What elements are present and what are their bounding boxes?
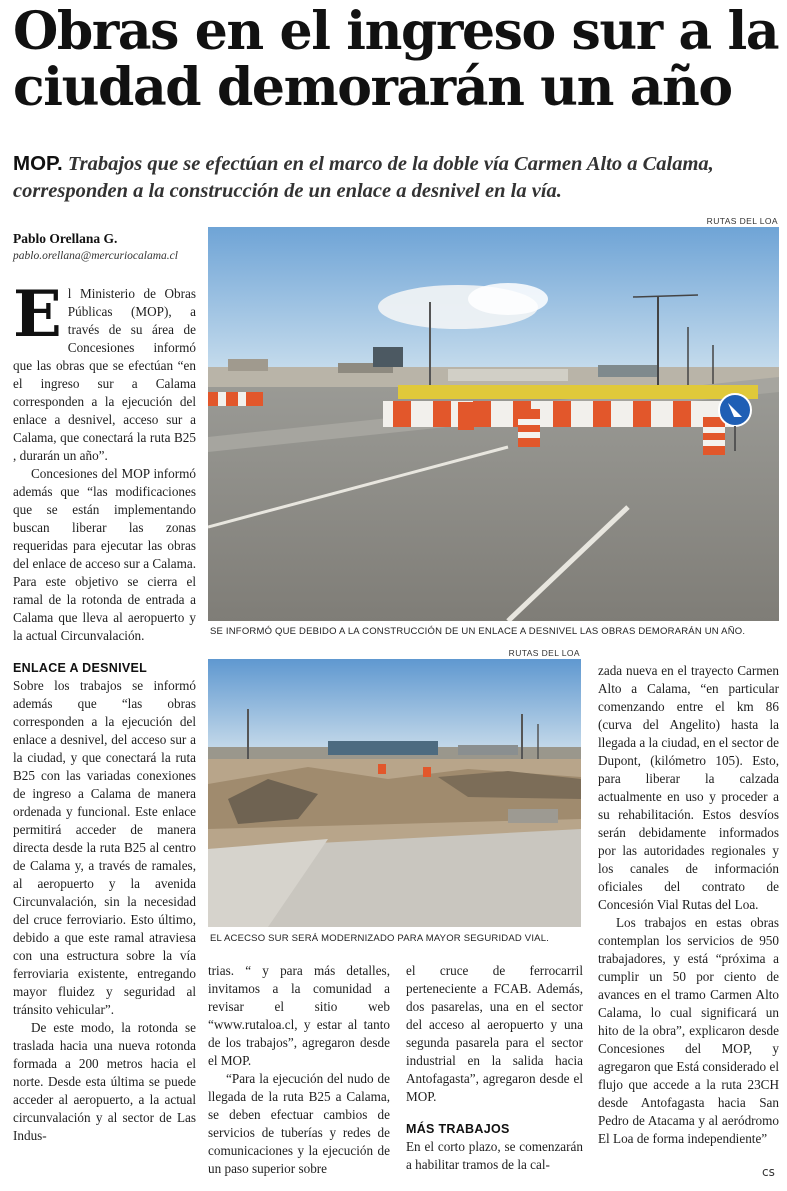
- paragraph-rotonda: De este modo, la rotonda se traslada hacia una nueva rotonda formada a 200 metros hacia el norte. Desde esta última se puede acceder al aeropuerto, a la actual circunvalación y al sector de Las Indus-: [13, 1020, 196, 1143]
- photo-credit-2: RUTAS DEL LOA: [508, 648, 580, 658]
- paragraph-concesiones: Concesiones del MOP informó además que “las modificaciones que se están implementando buscan liberar las zonas requeridas para ejecutar las obras del enlace de acceso sur a Calama. Para este objetivo se cierra el ramal de la rotonda de entrada a Calama que lleva al aeropuerto y la actual Circunvalación.: [13, 466, 196, 643]
- paragraph-intro: l Ministerio de Obras Públicas (MOP), a través de su área de Concesiones informó que las obras que se efectúan “en el ingreso sur a Calama corresponden a la ejecución del enlace a desnivel, acceso sur a Calama, que conectará la ruta B25 , durarán un año”.: [13, 286, 196, 463]
- paragraph-ferrocarril: el cruce de ferrocarril perteneciente a FCAB. Además, dos pasarelas, una en el sector del acceso al aeropuerto y una segunda pasarela para el sector industrial en la salida hacia Antofagasta”, agregaron desde el MOP.: [406, 963, 583, 1104]
- deck-kicker: MOP.: [13, 152, 63, 175]
- drop-cap: E: [13, 277, 62, 352]
- column-4: [598, 662, 779, 1148]
- photo-south-access-image: [208, 659, 581, 927]
- photo-road-works-image: [208, 227, 779, 621]
- photo-credit-1: RUTAS DEL LOA: [706, 216, 778, 226]
- paragraph-calzada: zada nueva en el trayecto Carmen Alto a Calama, “en particular comenzando entre el km 86 (curva del Angelito) hasta la llegada a la ciudad, en el sector de Dupont, (kilómetro 105). Esto, para liberar la calzada actualmente en uso y proceder a su rehabilitación. Estos desvíos serán debidamente informados por las autoridades regionales y los canales de información oficiales del contrato de Concesión Vial Rutas del Loa.: [598, 663, 779, 912]
- author-email: pablo.orellana@mercuriocalama.cl: [13, 250, 178, 262]
- paragraph-corto-plazo: En el corto plazo, se comenzarán a habilitar tramos de la cal-: [406, 1139, 583, 1172]
- subhead-mas-trabajos: MÁS TRABAJOS: [406, 1122, 510, 1136]
- photo-caption-2: EL ACECSO SUR SERÁ MODERNIZADO PARA MAYOR SEGURIDAD VIAL.: [210, 933, 550, 944]
- paragraph-trabajadores: Los trabajos en estas obras contemplan los servicios de 950 trabajadores, y está “próxima a cumplir un 50 por ciento de avances en el tramo Carmen Alto Calama, lo cual significará un hito de la obra”, explicaron desde Concesiones del MOP, y agregaron que Está considerado el flujo que accede a la ruta 23CH desde Antofagasta hacia San Pedro de Atacama y al aeródromo El Loa de forma independiente”: [598, 915, 779, 1146]
- end-mark-icon: cs: [762, 1165, 775, 1179]
- paragraph-web: trias. “ y para más detalles, invitamos a la comunidad a revisar el sitio web “www.rutaloa.cl, y estar al tanto de los trabajos”, agregaron desde el MOP.: [208, 963, 390, 1068]
- photo-road-works: [208, 227, 779, 621]
- deck: [13, 150, 783, 205]
- headline: Obras en el ingreso sur a la ciudad demorarán un año: [13, 1, 779, 118]
- subhead-enlace: ENLACE A DESNIVEL: [13, 661, 148, 675]
- paragraph-nudo: “Para la ejecución del nudo de llegada de la ruta B25 a Calama, se deben efectuar cambios de servicios de tuberías y redes de comunicaciones y la ejecución de un paso superior sobre: [208, 1071, 390, 1176]
- column-1: [13, 277, 196, 1145]
- photo-south-access: [208, 659, 581, 927]
- photo-caption-1: SE INFORMÓ QUE DEBIDO A LA CONSTRUCCIÓN DE UN ENLACE A DESNIVEL LAS OBRAS DEMORARÁN UN AÑO.: [210, 626, 746, 637]
- author-name: Pablo Orellana G.: [13, 231, 118, 246]
- column-3: [406, 962, 583, 1174]
- paragraph-enlace: Sobre los trabajos se informó además que “las obras corresponden a la ejecución del enlace a desnivel, del acceso sur a la ciudad, y que conectará la ruta B25 con las variadas conexiones de ingreso a Calama de manera ordenada y funcional. Este enlace permitirá acceder de manera directa desde la ruta B25 al centro de Calama y, a través de ramales, al aeropuerto y la avenida Circunvalación, sin la necesidad del cruce ferroviario. Esto último, debido a que este ramal atraviesa con una estructura sobre la vía ferroviaria existente, entregando mayor fluidez y seguridad al tránsito vehicular”.: [13, 678, 196, 1017]
- deck-text: Trabajos que se efectúan en el marco de la doble vía Carmen Alto a Calama, corresponden a la construcción de un enlace a desnivel en la vía.: [13, 153, 714, 202]
- column-2: [208, 962, 390, 1178]
